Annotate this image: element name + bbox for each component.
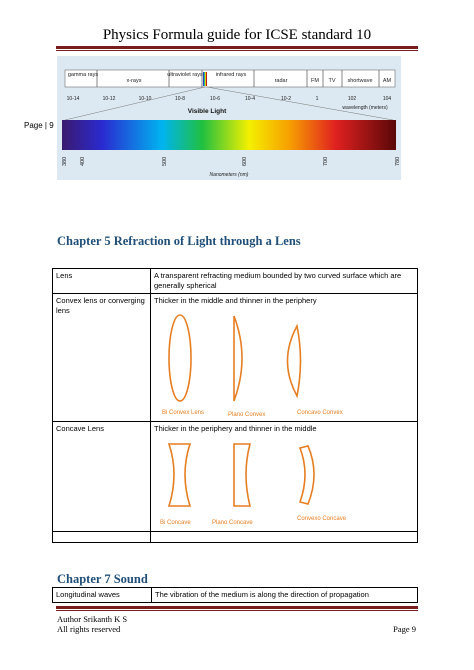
definition-text: Thicker in the middle and thinner in the periphery (154, 296, 317, 305)
definition-text: Thicker in the periphery and thinner in the middle (154, 424, 317, 433)
wl-tick: 10-10 (138, 96, 152, 102)
visible-light-label: Visible Light (187, 108, 227, 115)
band-gamma: gamma rays (67, 72, 99, 78)
header-rule (56, 46, 418, 49)
nm-tick: 400 (80, 156, 86, 166)
bi-convex-label: Bi Convex Lens (162, 410, 205, 416)
band-uv: ultraviolet rays (167, 72, 203, 78)
nm-tick: 380 (62, 156, 68, 166)
em-spectrum-figure (57, 56, 401, 180)
band-am: AM (382, 78, 392, 84)
header-rule-thin (56, 50, 418, 51)
term-cell: Convex lens or converging lens (53, 294, 151, 422)
term-cell: Lens (53, 269, 151, 294)
table-row (53, 532, 418, 543)
concave-lens-figure (154, 434, 414, 526)
nm-tick: 500 (162, 156, 168, 166)
nm-tick: 700 (323, 156, 329, 166)
band-ir: infrared rays (215, 72, 247, 78)
footer-rule (56, 606, 418, 609)
convexo-concave-lens-shape (300, 446, 314, 504)
band-tv: TV (328, 78, 336, 84)
wl-tick: 10-14 (66, 96, 80, 102)
nm-tick: 600 (242, 156, 248, 166)
table-row (53, 294, 418, 422)
plano-convex-lens-shape (234, 316, 242, 401)
band-xrays: x-rays (126, 78, 142, 84)
term-cell: Concave Lens (53, 422, 151, 532)
definition-cell (151, 422, 418, 532)
wl-tick: 10-4 (244, 96, 256, 102)
bi-concave-label: Bi Concave (160, 520, 191, 526)
definition-cell: The vibration of the medium is along the direction of propagation (152, 588, 418, 603)
sound-table (52, 587, 418, 603)
band-shortwave: shortwave (347, 78, 373, 84)
wl-tick: 10-8 (174, 96, 186, 102)
convexo-concave-label: Convexo Concave (297, 516, 347, 522)
wavelength-axis-label: wavelength (meters) (342, 105, 388, 111)
table-row (53, 588, 418, 603)
visible-spectrum-bar (62, 120, 396, 150)
wl-tick: 10-12 (102, 96, 116, 102)
side-page-label: Page | 9 (24, 121, 54, 130)
concavo-convex-label: Concavo Convex (297, 410, 343, 416)
table-row (53, 422, 418, 532)
wl-tick: 1 (315, 96, 319, 102)
bi-concave-lens-shape (169, 444, 190, 506)
footer-author: Author Srikanth K S (57, 614, 128, 624)
nm-tick: 780 (395, 156, 401, 166)
visible-band-marker (203, 72, 207, 86)
em-spectrum-svg (57, 56, 401, 180)
footer-rights: All rights reserved (57, 624, 121, 634)
convex-lens-figure (154, 306, 414, 416)
footer-page-number: Page 9 (393, 624, 416, 634)
wl-tick: 102 (347, 96, 357, 102)
footer-rule-thin (56, 610, 418, 611)
definition-cell: A transparent refracting medium bounded by two curved surface which are generally spherical (151, 269, 418, 294)
chapter5-heading: Chapter 5 Refraction of Light through a Lens (57, 234, 301, 248)
band-fm: FM (311, 78, 319, 84)
wl-tick: 10-6 (209, 96, 221, 102)
lens-table (52, 268, 418, 543)
plano-concave-lens-shape (234, 444, 250, 506)
table-row (53, 269, 418, 294)
nm-axis-label: Nanometers (nm) (209, 172, 249, 178)
wl-tick: 10-2 (280, 96, 292, 102)
plano-concave-label: Plano Concave (212, 520, 253, 526)
plano-convex-label: Plano Convex (228, 412, 266, 416)
definition-cell (151, 294, 418, 422)
page-header-title: Physics Formula guide for ICSE standard 10 (102, 27, 372, 43)
chapter7-heading: Chapter 7 Sound (57, 572, 148, 586)
bi-convex-lens-shape (169, 315, 191, 401)
term-cell (53, 532, 151, 543)
term-cell: Longitudinal waves (53, 588, 152, 603)
definition-cell (151, 532, 418, 543)
band-radar: radar (274, 78, 288, 84)
concavo-convex-lens-shape (288, 326, 301, 396)
wl-tick: 104 (382, 96, 392, 102)
